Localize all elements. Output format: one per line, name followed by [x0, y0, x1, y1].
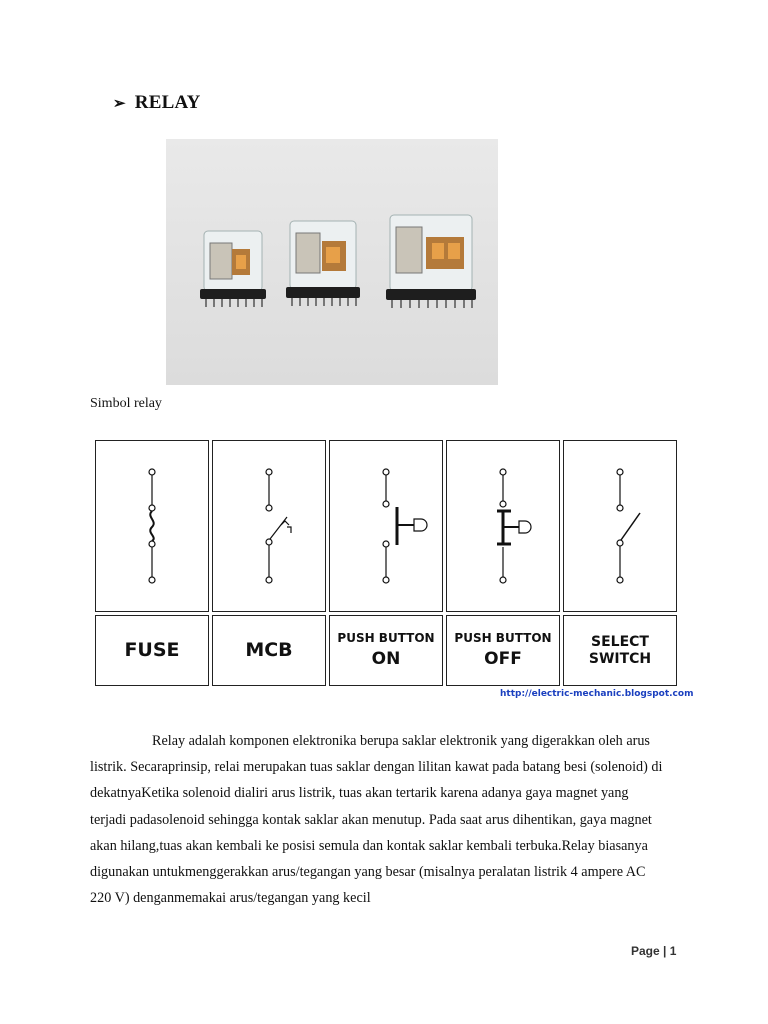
- select-switch-label-line2: SWITCH: [588, 650, 652, 667]
- heading-title: RELAY: [134, 92, 201, 113]
- mcb-label: [212, 615, 326, 686]
- body-paragraph: Relay adalah komponen elektronika berupa saklar elektronik yang digerakkan oleh arus listrik. Secaraprinsip, relai merupakan tuas saklar dengan lilitan kawat pada batang besi (solenoid) di dekatnyaKetika solenoid dialiri arus listrik, tuas akan tertarik karena adanya gaya magnet yang terjadi padasolenoid sehingga kontak saklar akan menutup. Pada saat arus dihentikan, gaya magnet akan hilang,tuas akan kembali ke posisi semula dan kontak saklar kembali terbuka.Relay biasanya digunakan untukmenggerakkan arus/tegangan yang besar (misalnya peralatan listrik 4 ampere AC 220 V) denganmemakai arus/tegangan yang kecil: [90, 733, 663, 907]
- fuse-label: [95, 615, 209, 686]
- mcb-label-text: MCB: [245, 638, 293, 661]
- push-button-off-label-line2: OFF: [484, 648, 522, 669]
- select-switch-label: [563, 615, 677, 686]
- push-button-off-symbol: [446, 440, 560, 612]
- source-link[interactable]: http://electric-mechanic.blogspot.com: [500, 689, 694, 699]
- select-switch-symbol-icon: [564, 441, 676, 611]
- mcb-symbol-icon: [213, 441, 325, 611]
- page-number: Page | 1: [631, 944, 677, 958]
- figure-caption: Simbol relay: [90, 396, 162, 411]
- push-button-on-symbol: [329, 440, 443, 612]
- push-button-off-label-line1: PUSH BUTTON: [454, 630, 552, 645]
- push-button-on-symbol-icon: [330, 441, 442, 611]
- select-switch-label-line1: SELECT: [591, 634, 649, 651]
- push-button-on-label-line2: ON: [371, 648, 401, 669]
- fuse-symbol: [95, 440, 209, 612]
- select-switch-symbol: [563, 440, 677, 612]
- push-button-off-symbol-icon: [447, 441, 559, 611]
- section-heading: [113, 92, 201, 114]
- relay-photo: [166, 139, 498, 385]
- relay-illustration: [166, 139, 498, 385]
- push-button-on-label-line1: PUSH BUTTON: [337, 630, 435, 645]
- push-button-off-label: [446, 615, 560, 686]
- mcb-symbol: [212, 440, 326, 612]
- push-button-on-label: [329, 615, 443, 686]
- fuse-symbol-icon: [96, 441, 208, 611]
- fuse-label-text: FUSE: [124, 638, 180, 661]
- relay-3: [386, 215, 476, 308]
- relay-1: [200, 231, 266, 307]
- relay-2: [286, 221, 360, 306]
- arrow-bullet-icon: ➢: [113, 95, 126, 112]
